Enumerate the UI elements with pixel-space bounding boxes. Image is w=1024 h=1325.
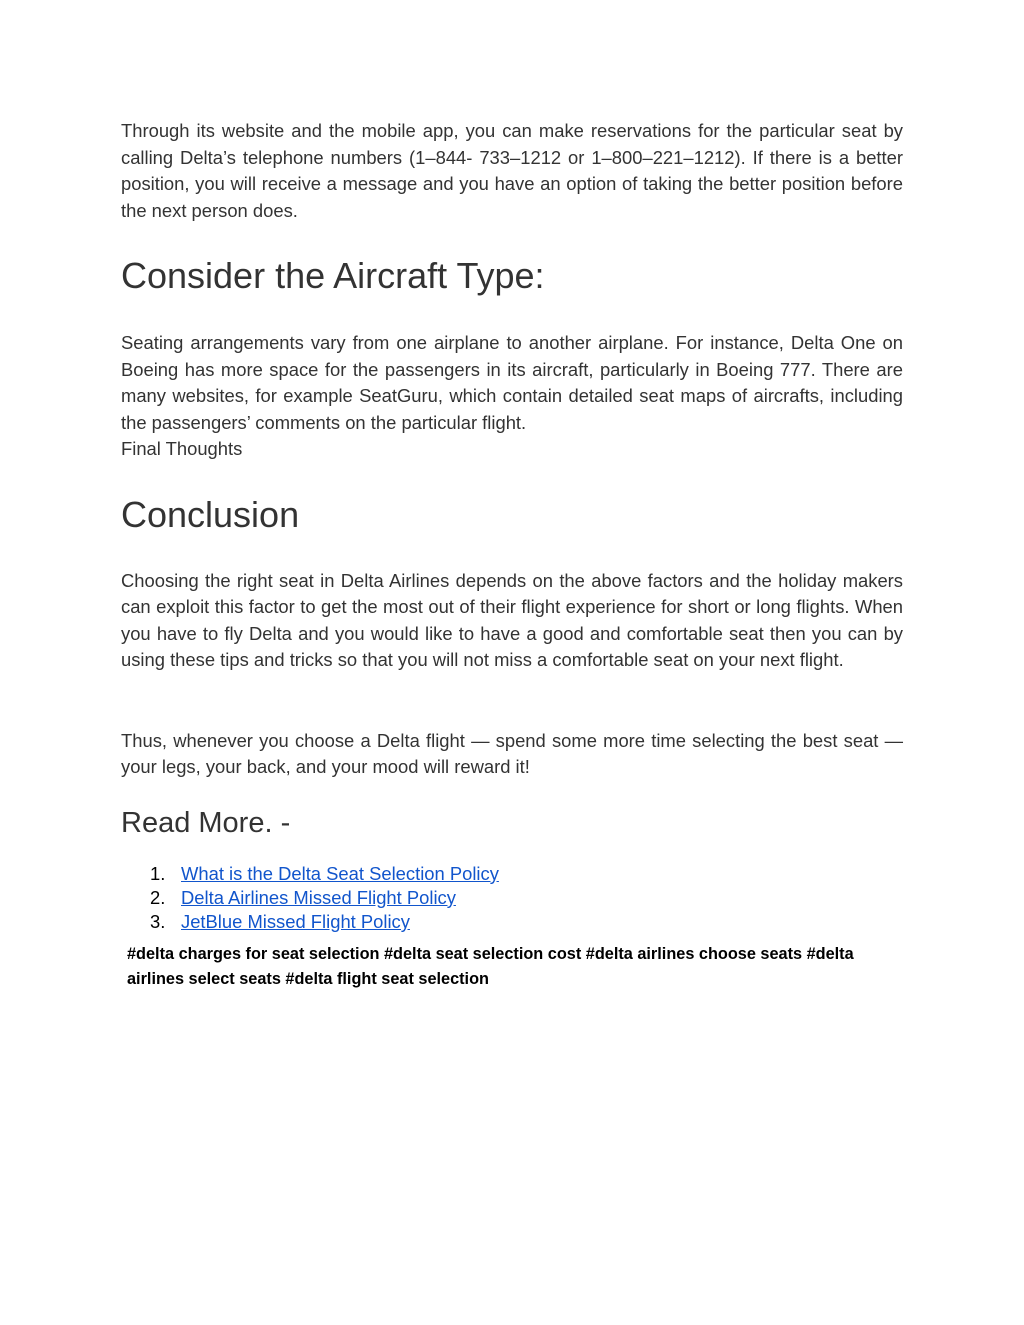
list-item	[121, 886, 903, 910]
list-number: 2.	[150, 886, 166, 908]
aircraft-paragraph: Seating arrangements vary from one airplane to another airplane. For instance, Delta One on Boeing has more space for the passengers in its aircraft, particularly in Boeing 777. There are many websites, for example SeatGuru, which contain detailed seat maps of aircrafts, including the passengers’ comments on the particular flight.	[121, 332, 903, 433]
read-more-heading: Read More. -	[121, 806, 291, 839]
list-item	[121, 862, 903, 886]
list-number: 1.	[150, 862, 166, 884]
list-number: 3.	[150, 911, 166, 933]
aircraft-heading: Consider the Aircraft Type:	[121, 255, 545, 296]
conclusion-heading: Conclusion	[121, 493, 300, 535]
conclusion-paragraph: Choosing the right seat in Delta Airlines depends on the above factors and the holiday makers can exploit this factor to get the most out of their flight experience for short or long flights. When you have to fly Delta and you would like to have a good and comfortable seat then you can by using these tips and tricks so that you will not miss a comfortable seat on your next flight.	[121, 569, 903, 670]
link-delta-missed-flight-policy[interactable]: Delta Airlines Missed Flight Policy	[181, 886, 456, 908]
final-thoughts-text: Final Thoughts	[121, 438, 243, 459]
closing-paragraph: Thus, whenever you choose a Delta flight — spend some more time selecting the best seat — your legs, your back, and your mood will reward it!	[121, 729, 903, 777]
link-jetblue-missed-flight-policy[interactable]: JetBlue Missed Flight Policy	[181, 911, 410, 933]
hashtags-text: #delta charges for seat selection #delta seat selection cost #delta airlines choose seats #delta airlines select seats #delta flight seat selection	[127, 945, 854, 988]
link-delta-seat-selection-policy[interactable]: What is the Delta Seat Selection Policy	[181, 862, 499, 884]
read-more-list	[121, 862, 903, 935]
intro-paragraph: Through its website and the mobile app, you can make reservations for the particular seat by calling Delta’s telephone numbers (1–844- 733–1212 or 1–800–221–1212). If there is a better position, you will receive a message and you have an option of taking the better position before the next person does.	[121, 120, 903, 221]
list-item	[121, 910, 903, 934]
document-page	[121, 118, 903, 991]
